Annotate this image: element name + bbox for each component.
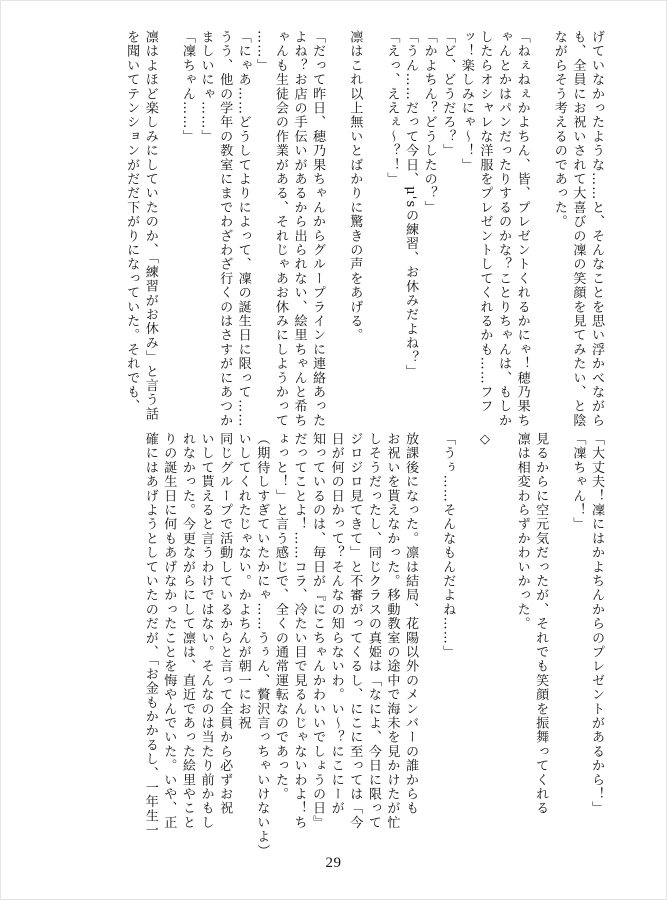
text-line: 凛は相変わらずかわいかった。 — [514, 432, 530, 631]
text-line: ……」 — [254, 30, 270, 73]
text-line: 「凜ちゃん……」 — [179, 30, 195, 144]
text-column-bottom — [45, 432, 605, 858]
text-line: りの誕生日に何もあげなかったことを悔やんでいた。いや、正 — [161, 432, 177, 830]
text-line: うう、他の学年の教室にまでわざわざ行くのはさすがにあつか — [217, 30, 233, 428]
text-line: 同じグループで活動しているからと言って全員から必ずお祝 — [217, 432, 233, 816]
text-line: したらオシャレな洋服をプレゼントしてくれるかも……フフ — [477, 30, 493, 414]
text-line: 「うん……だって今日、μ'sの練習、お休みだよね？」 — [403, 30, 419, 379]
text-line: 凛はよほど楽しみにしていたのか、「練習がお休み」と言う話 — [142, 30, 158, 422]
text-line: ましいにゃ……」 — [198, 30, 214, 144]
text-line: 「大丈夫！凜にはかよちんからのプレゼントがあるから！」 — [589, 432, 604, 816]
text-line — [456, 432, 475, 817]
text-line — [363, 30, 382, 415]
text-line: ジロジロ見てきて」と不審がってくるし、にこに至っては「今 — [347, 432, 363, 830]
text-line — [419, 432, 438, 817]
text-line: ゃんも生徒会の作業がある、それじゃあお休みにしようかって — [272, 30, 288, 428]
text-line: 「うぅ……そんなもんだよね……」 — [440, 432, 456, 660]
text-line — [326, 30, 345, 415]
text-line — [493, 432, 512, 817]
text-line: を聞いてテンションがだだ下がりになっていた。それでも、 — [124, 30, 140, 414]
text-line: 日が何の日かって？そんなの知らないわ。い～？にこにーが — [328, 432, 344, 816]
text-line — [549, 432, 568, 817]
text-line: 「にゃあ……どうしてよりによって、凜の誕生日に限って…… — [235, 30, 251, 428]
text-line: いしてくれたじゃない。かよちんが朝一にお祝 — [235, 432, 251, 731]
text-line: だってことよ！……コラ、冷たい目で見るんじゃないわよ！ち — [291, 432, 307, 830]
text-line: 「ど、どうだろ？」 — [440, 30, 456, 158]
text-line — [159, 30, 178, 415]
text-line: 「えっ、ええぇ～？！」 — [384, 30, 400, 187]
text-line — [531, 30, 550, 415]
text-line: お祝いを貰えなかった。移動教室の途中で海未を見かけたが忙 — [384, 432, 400, 830]
page-number: 29 — [325, 855, 342, 871]
text-line: 「ねぇねぇかよちん、皆、プレゼントくれるかにゃ！穂乃果ち — [514, 30, 530, 428]
text-line: げていなかったような……と、そんなことを思い浮かべながら — [589, 30, 604, 428]
text-line: も、全員にお祝いされて大喜びの凜の笑顔を見てみたい、と陰 — [570, 30, 586, 428]
text-line: ながらそう考えるのであった。 — [551, 30, 567, 229]
text-line: 放課後になった。凛は結局、花陽以外のメンバーの誰からも — [403, 432, 419, 816]
text-line: いして貰えると言うわけではない。そんなのは当たり前かもし — [198, 432, 214, 830]
text-line: ッ！楽しみにゃ～！」 — [458, 30, 474, 172]
text-line: ょっと！」と言う感じで、全くの通常運転なのであった。 — [272, 432, 288, 802]
text-line: ◇ — [477, 432, 493, 449]
text-line: （期待しすぎていたかにゃ……うぅん、贅沢言っちゃいけないよ） — [254, 432, 270, 858]
text-line: 「だって昨日、穂乃果ちゃんからグループラインに連絡あった — [310, 30, 326, 428]
text-line: 凛はこれ以上無いとばかりに驚きの声をあげる。 — [347, 30, 363, 343]
text-line: 見るからに空元気だったが、それでも笑顔を振舞ってくれる — [533, 432, 549, 816]
text-line: 「かよちん？どうしたの？」 — [421, 30, 437, 215]
text-line: よね？お店の手伝いがあるから出られない、絵里ちゃんと希ち — [291, 30, 307, 428]
text-line: れなかった。今更ながらにして凛は、直近であった絵里やこと — [179, 432, 195, 830]
text-line: 知っているのは、毎日が『にこちゃんかわいいでしょうの日』 — [310, 432, 326, 830]
text-line: 「凜ちゃん！」 — [570, 432, 586, 532]
text-line: 確にはあげようとしていたのだが、「お金もかかるし、一年生一 — [142, 432, 158, 838]
text-line: しそうだったし、同じクラスの真姫は「なによ、今日に限って — [365, 432, 381, 830]
text-column-top — [45, 30, 605, 428]
text-line: ゃんとかはパンだったりするのかな？ことりちゃんは、もしか — [496, 30, 512, 428]
